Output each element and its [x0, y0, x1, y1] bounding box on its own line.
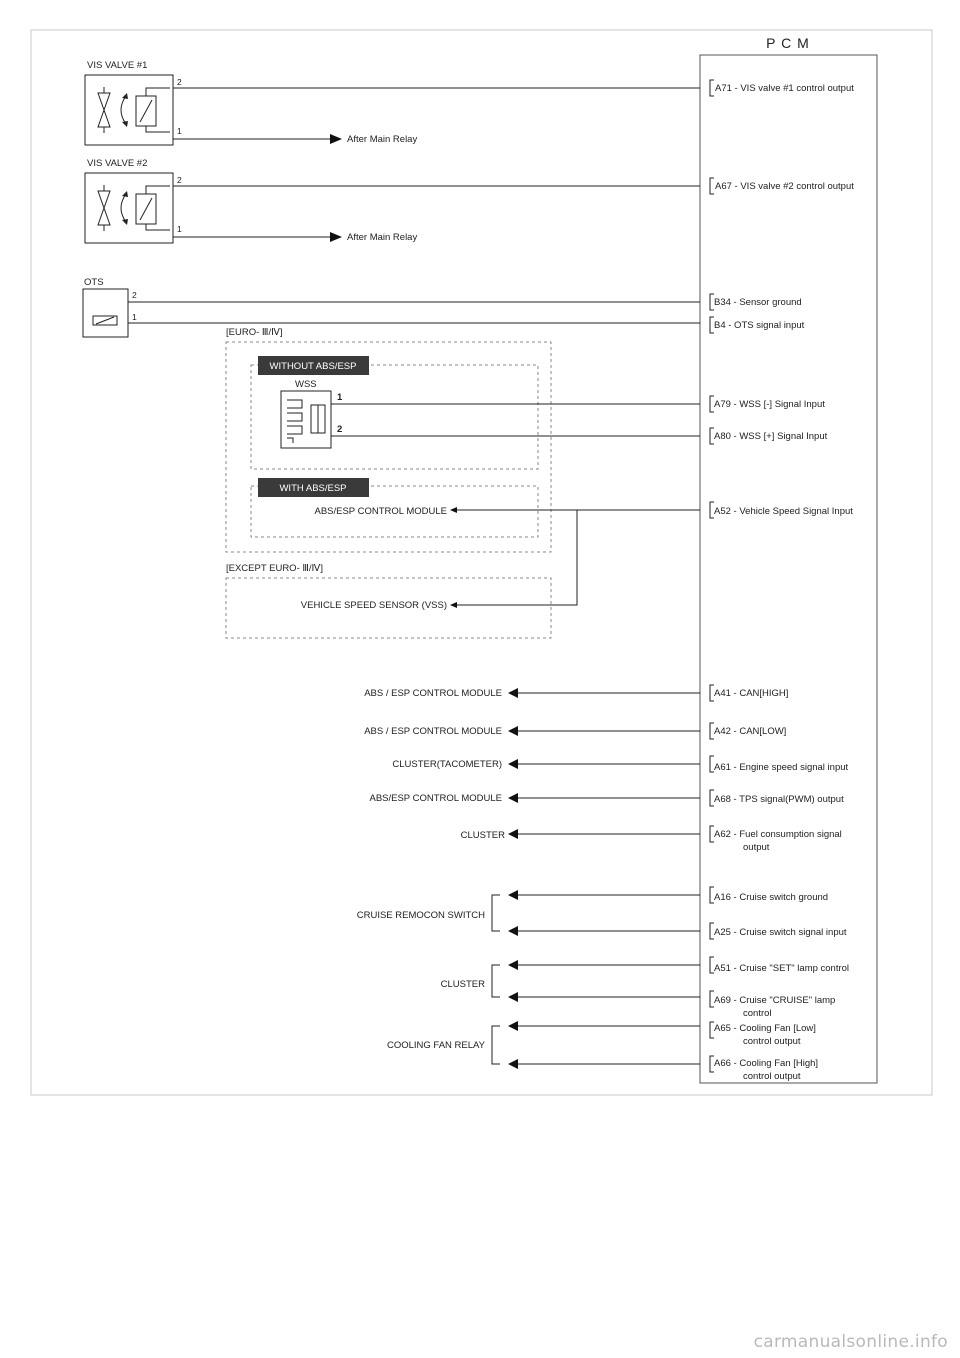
vis-valve-2-pin-1: 1 — [177, 224, 182, 234]
pcm-pin-a61: A61 - Engine speed signal input — [714, 762, 849, 773]
output-a62-target: CLUSTER — [460, 830, 505, 841]
output-a68-target: ABS/ESP CONTROL MODULE — [369, 793, 502, 804]
ots-pin-2: 2 — [132, 290, 137, 300]
wss-pin-1: 1 — [337, 392, 343, 403]
vis-valve-1-label: VIS VALVE #1 — [87, 60, 148, 71]
ots-box — [83, 289, 128, 337]
pcm-pin-a68: A68 - TPS signal(PWM) output — [714, 794, 844, 805]
ots-pin-1: 1 — [132, 312, 137, 322]
euro-label: [EURO- Ⅲ/Ⅳ] — [226, 327, 283, 338]
output-row-a42 — [364, 723, 786, 739]
pcm-pin-b34: B34 - Sensor ground — [714, 297, 802, 308]
cooling-fan-arrow-2 — [508, 1059, 518, 1069]
vis-valve-2-relay-arrow — [330, 232, 342, 242]
abs-esp-module-label: ABS/ESP CONTROL MODULE — [314, 506, 447, 517]
vis-valve-2-relay-label: After Main Relay — [347, 232, 418, 243]
cruise-remocon-arrow-2 — [508, 926, 518, 936]
vis-valve-1-box — [85, 75, 173, 145]
wss-label: WSS — [295, 379, 317, 390]
with-abs-label: WITH ABS/ESP — [279, 483, 347, 494]
cluster-cruise-arrow-1 — [508, 960, 518, 970]
without-abs-label: WITHOUT ABS/ESP — [269, 361, 357, 372]
wss-pin-2: 2 — [337, 424, 343, 435]
cooling-fan-arrow-1 — [508, 1021, 518, 1031]
output-row-a68 — [369, 790, 844, 806]
output-row-a62 — [461, 826, 842, 853]
vis-valve-2-box — [85, 173, 173, 243]
pcm-pin-b4: B4 - OTS signal input — [714, 320, 805, 331]
pcm-pin-a52: A52 - Vehicle Speed Signal Input — [714, 506, 853, 517]
pcm-pin-a41: A41 - CAN[HIGH] — [714, 688, 789, 699]
group-cluster-cruise — [441, 957, 849, 1019]
pcm-pin-a66: A66 - Cooling Fan [High] — [714, 1058, 819, 1069]
cooling-fan-relay-label: COOLING FAN RELAY — [386, 1040, 485, 1051]
euro-section — [226, 327, 853, 552]
pcm-pin-a79: A79 - WSS [-] Signal Input — [714, 399, 825, 410]
output-a42-arrow — [508, 726, 518, 736]
wss-sensor-icon — [287, 400, 325, 443]
ots-label: OTS — [84, 277, 104, 288]
output-a41-arrow — [508, 688, 518, 698]
pcm-pin-a71: A71 - VIS valve #1 control output — [715, 83, 854, 94]
group-cooling-fan — [387, 1021, 818, 1082]
pcm-pin-a69-line2: control — [743, 1008, 772, 1019]
output-a61-arrow — [508, 759, 518, 769]
pcm-title: P C M — [766, 35, 810, 51]
vis-valve-2-label: VIS VALVE #2 — [87, 158, 148, 169]
output-a42-target: ABS / ESP CONTROL MODULE — [364, 726, 502, 737]
vss-arrow — [450, 602, 457, 608]
pcm-pin-a69: A69 - Cruise "CRUISE" lamp — [714, 995, 836, 1006]
output-a41-target: ABS / ESP CONTROL MODULE — [364, 688, 502, 699]
vis-valve-2-symbol — [98, 185, 170, 231]
output-a62-arrow — [508, 829, 518, 839]
output-a68-arrow — [508, 793, 518, 803]
except-euro-label: [EXCEPT EURO- Ⅲ/Ⅳ] — [226, 563, 323, 574]
cruise-remocon-label: CRUISE REMOCON SWITCH — [356, 910, 485, 921]
pcm-pin-a25: A25 - Cruise switch signal input — [714, 927, 847, 938]
cluster-cruise-arrow-2 — [508, 992, 518, 1002]
output-row-a41 — [364, 685, 788, 701]
output-a61-target: CLUSTER(TACOMETER) — [392, 759, 502, 770]
pcm-pin-a42: A42 - CAN[LOW] — [714, 726, 787, 737]
output-row-a61 — [392, 756, 848, 773]
pcm-pin-a62: A62 - Fuel consumption signal — [714, 829, 842, 840]
pcm-pin-a65-line2: control output — [743, 1036, 801, 1047]
pcm-pin-a66-line2: control output — [743, 1071, 801, 1082]
vis-valve-2 — [85, 158, 854, 243]
cruise-remocon-arrow-1 — [508, 890, 518, 900]
pcm-pin-a67: A67 - VIS valve #2 control output — [715, 181, 854, 192]
ots-sensor — [83, 277, 805, 337]
vis-valve-1-symbol — [98, 87, 170, 133]
vis-valve-2-pin-2: 2 — [177, 175, 182, 185]
vis-valve-1-relay-label: After Main Relay — [347, 134, 418, 145]
vis-valve-1-pin-2: 2 — [177, 77, 182, 87]
pcm-pin-a51: A51 - Cruise "SET" lamp control — [714, 963, 850, 974]
vis-valve-1-relay-arrow — [330, 134, 342, 144]
group-cruise-remocon — [357, 887, 847, 939]
watermark: carmanualsonline.info — [753, 1332, 948, 1352]
pcm-pin-a62-line2: output — [743, 842, 770, 853]
except-euro-section — [226, 510, 577, 638]
pcm-pin-a65: A65 - Cooling Fan [Low] — [714, 1023, 816, 1034]
cluster-cruise-label: CLUSTER — [440, 979, 485, 990]
vis-valve-1-pin-1: 1 — [177, 126, 182, 136]
vis-valve-1 — [85, 60, 854, 145]
pcm-pin-a80: A80 - WSS [+] Signal Input — [714, 431, 828, 442]
abs-esp-module-arrow — [450, 507, 457, 513]
pcm-pin-a16: A16 - Cruise switch ground — [714, 892, 829, 903]
vss-label: VEHICLE SPEED SENSOR (VSS) — [300, 600, 447, 611]
